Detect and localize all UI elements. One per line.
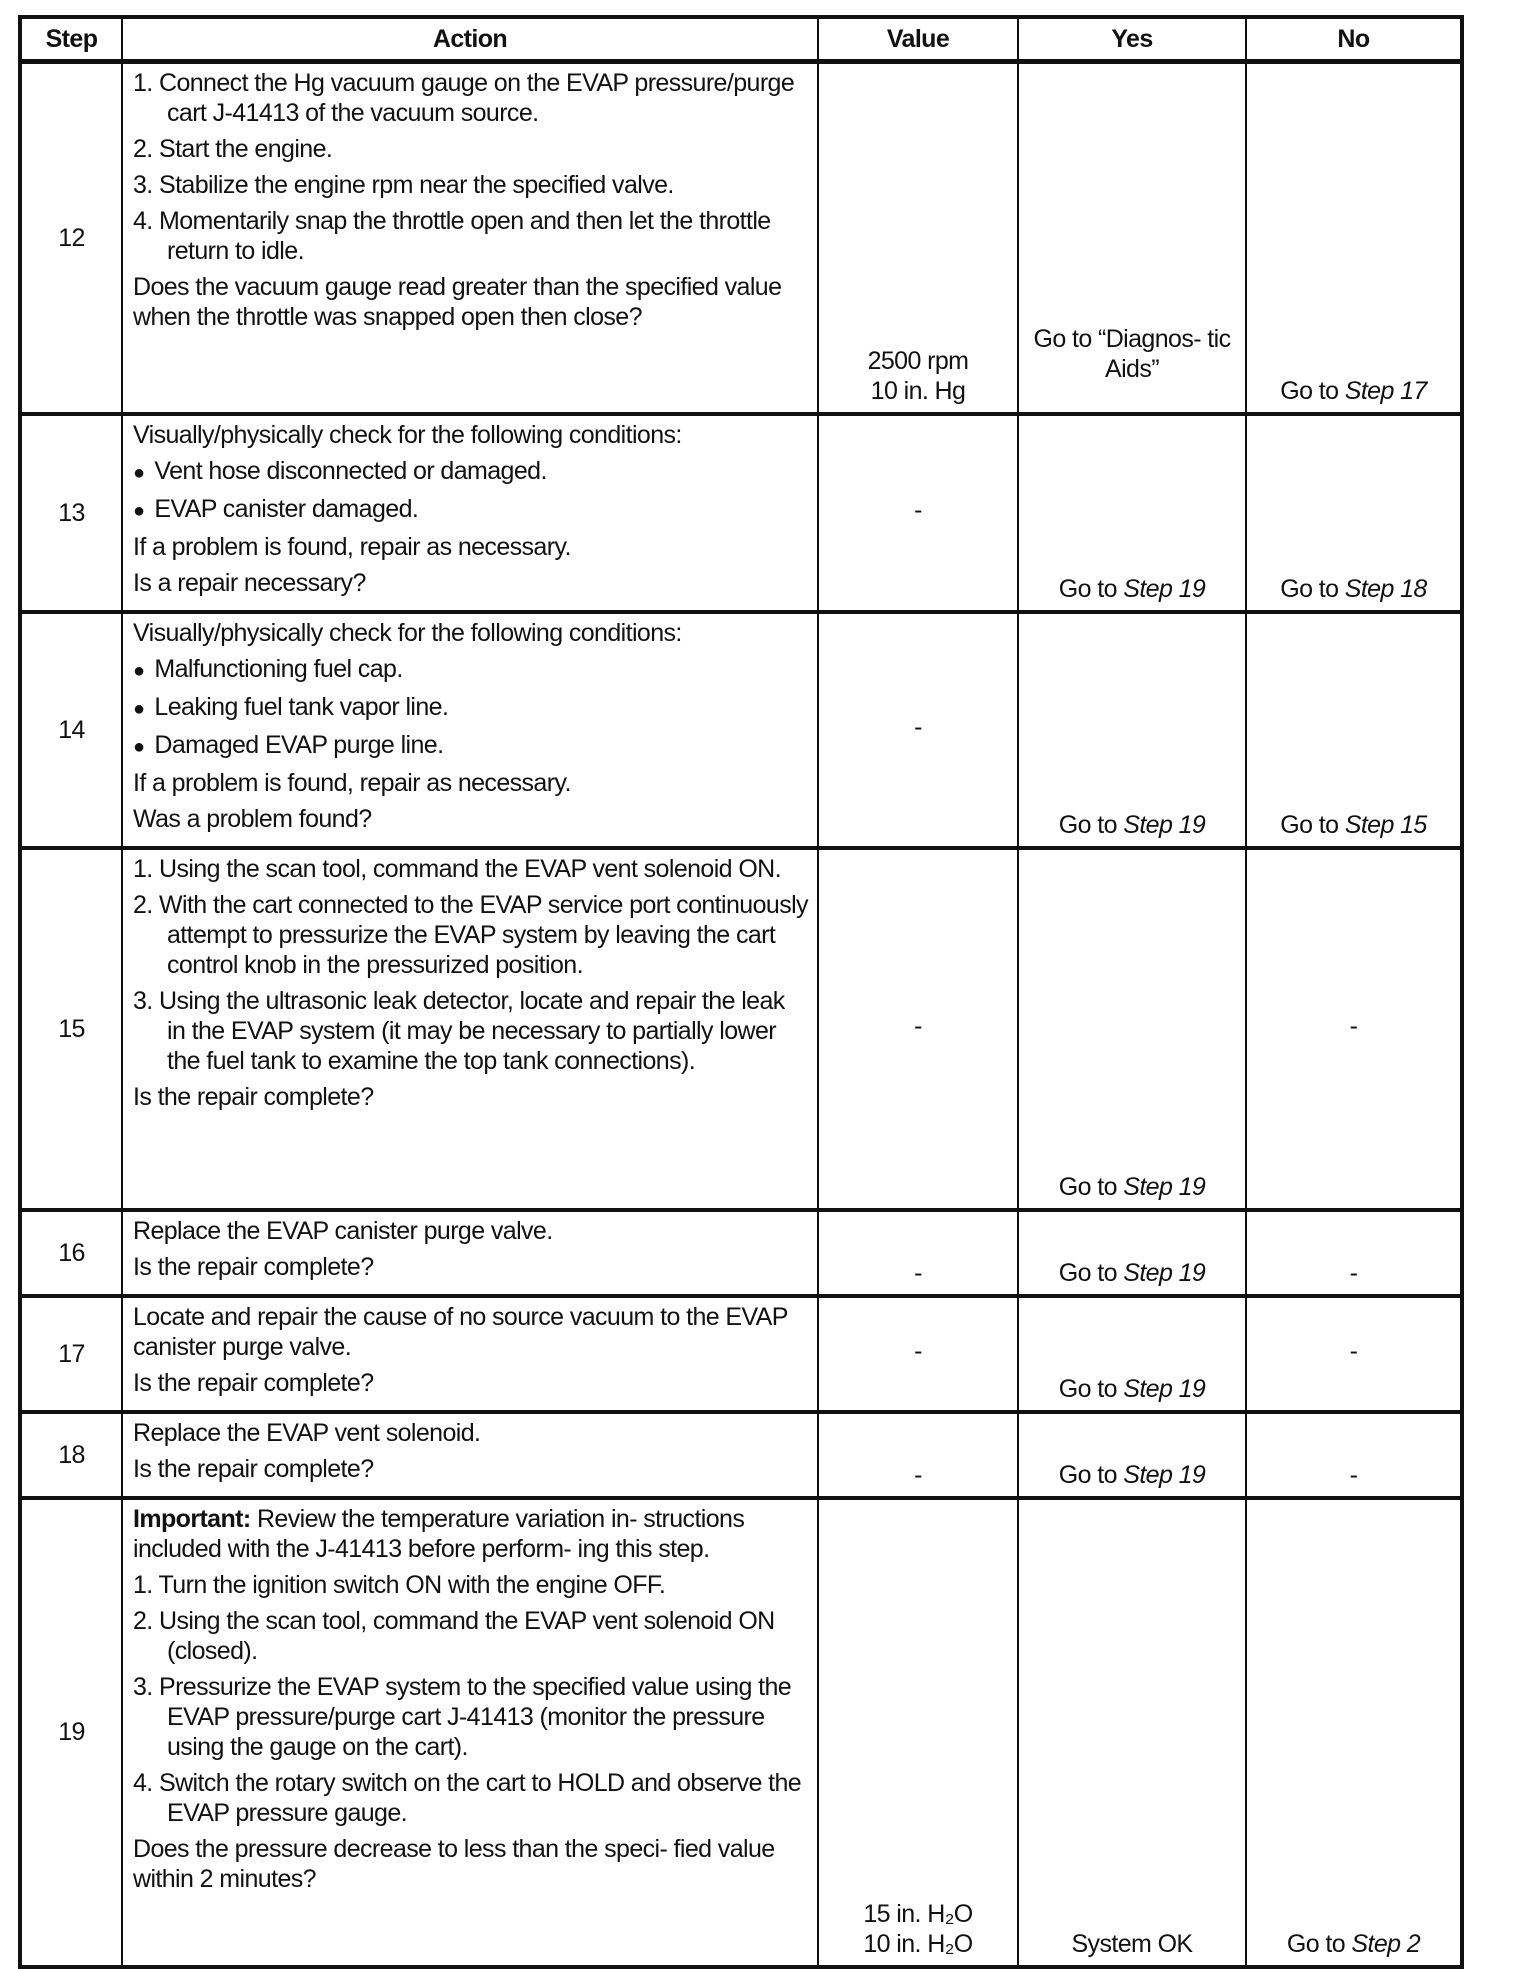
header-action: Action [122, 17, 818, 62]
numbered-item: 1. Connect the Hg vacuum gauge on the EVAP pressure/purge cart J-41413 of the vacuum source. [133, 69, 795, 127]
no-cell [1246, 1412, 1462, 1498]
action-paragraph: Does the pressure decrease to less than the speci- fied value within 2 minutes? [133, 1834, 775, 1893]
no-result [1280, 575, 1426, 603]
step-number: 13 [20, 414, 122, 612]
value-line: 10 in. H₂O [863, 1929, 973, 1958]
value-line: - [914, 1258, 922, 1287]
yes-result [1071, 1930, 1192, 1958]
bullet-icon: ● [133, 499, 155, 522]
step-number: 19 [20, 1498, 122, 1967]
action-cell [122, 62, 818, 414]
bullet-icon: ● [133, 659, 155, 682]
table-row [20, 414, 1462, 612]
action-cell [122, 1498, 818, 1967]
table-row [20, 1296, 1462, 1412]
action-cell [122, 612, 818, 848]
numbered-item: 3. Using the ultrasonic leak detector, locate and repair the leak in the EVAP system (it may be necessary to partially lower the fuel tank to examine the top tank connections). [133, 986, 785, 1075]
value-cell [818, 612, 1018, 848]
action-cell [122, 848, 818, 1210]
yes-result [1027, 324, 1237, 384]
numbered-item: 3. Stabilize the engine rpm near the specified valve. [133, 171, 674, 199]
value-line: - [914, 712, 922, 741]
value-cell [818, 1296, 1018, 1412]
value-cell [818, 848, 1018, 1210]
important-text: Review the temperature variation in- structions included with the J-41413 before perform- ing this step. [133, 1504, 745, 1563]
action-paragraph: If a problem is found, repair as necessary. [133, 532, 571, 561]
yes-step-link: Step 19 [1123, 574, 1206, 603]
yes-step-link: Step 19 [1123, 1258, 1206, 1287]
action-cell [122, 1412, 818, 1498]
bullet-icon: ● [133, 697, 155, 720]
no-result [1350, 1337, 1358, 1365]
action-cell [122, 1296, 818, 1412]
important-note [133, 1504, 809, 1564]
action-paragraph: Replace the EVAP vent solenoid. [133, 1418, 481, 1447]
yes-result [1059, 1461, 1205, 1489]
bullet-item [133, 456, 809, 488]
numbered-item: 4. Momentarily snap the throttle open and then let the throttle return to idle. [133, 207, 771, 265]
yes-step-link: Step 19 [1123, 1460, 1206, 1489]
no-text: - [1349, 1336, 1358, 1365]
no-result [1287, 1930, 1420, 1958]
step-number: 14 [20, 612, 122, 848]
no-step-link: Step 17 [1344, 376, 1427, 405]
no-text: Go to [1280, 810, 1345, 839]
action-cell [122, 1210, 818, 1296]
bullet-icon: ● [133, 461, 155, 484]
bullet-item [133, 494, 809, 526]
step-number: 15 [20, 848, 122, 1210]
no-result [1350, 1259, 1358, 1287]
value-cell [818, 1412, 1018, 1498]
important-label: Important: [133, 1504, 251, 1533]
header-no: No [1246, 17, 1462, 62]
action-paragraph: Locate and repair the cause of no source vacuum to the EVAP canister purge valve. [133, 1302, 788, 1361]
value-line: - [914, 1011, 922, 1040]
yes-result [1059, 811, 1205, 839]
no-cell [1246, 62, 1462, 414]
no-text: Go to [1286, 1929, 1352, 1958]
yes-cell [1018, 1210, 1246, 1296]
no-result [1280, 811, 1426, 839]
yes-text: Go to [1058, 574, 1124, 603]
yes-text: Go to [1058, 1460, 1124, 1489]
header-yes: Yes [1018, 17, 1246, 62]
yes-result [1059, 1259, 1205, 1287]
no-text: - [1349, 1460, 1358, 1489]
yes-result [1059, 575, 1205, 603]
yes-cell [1018, 848, 1246, 1210]
no-cell [1246, 414, 1462, 612]
action-paragraph: Is the repair complete? [133, 1252, 374, 1281]
numbered-item: 2. Start the engine. [133, 135, 333, 163]
no-cell [1246, 1210, 1462, 1296]
table-row [20, 1210, 1462, 1296]
numbered-item: 4. Switch the rotary switch on the cart to HOLD and observe the EVAP pressure gauge. [133, 1768, 802, 1827]
action-paragraph: Is the repair complete? [133, 1368, 374, 1397]
step-number: 17 [20, 1296, 122, 1412]
bullet-text: Malfunctioning fuel cap. [154, 654, 403, 683]
header-step: Step [20, 17, 122, 62]
action-paragraph: Is the repair complete? [133, 1082, 374, 1111]
action-paragraph: Is a repair necessary? [133, 568, 366, 597]
numbered-item: 1. Using the scan tool, command the EVAP vent solenoid ON. [133, 854, 781, 883]
yes-text: Go to [1058, 810, 1124, 839]
no-text: - [1349, 1011, 1358, 1040]
yes-step-link: Step 19 [1123, 1172, 1206, 1201]
value-line: 10 in. Hg [870, 376, 966, 405]
bullet-text: Damaged EVAP purge line. [154, 730, 444, 759]
table-row [20, 62, 1462, 414]
table-row [20, 1498, 1462, 1967]
header-row [20, 17, 1462, 62]
numbered-item: 3. Pressurize the EVAP system to the specified value using the EVAP pressure/purge cart J-41413 (monitor the pressure using the gauge on the cart). [133, 1672, 792, 1761]
table-row [20, 612, 1462, 848]
yes-text: Go to [1058, 1374, 1124, 1403]
no-result [1350, 1012, 1358, 1040]
yes-text: System OK [1071, 1929, 1193, 1958]
action-paragraph: If a problem is found, repair as necessary. [133, 768, 571, 797]
table-body [20, 62, 1462, 1967]
no-step-link: Step 18 [1344, 574, 1427, 603]
step-number: 16 [20, 1210, 122, 1296]
no-result [1350, 1461, 1358, 1489]
yes-cell [1018, 1296, 1246, 1412]
no-step-link: Step 15 [1344, 810, 1427, 839]
action-paragraph: Does the vacuum gauge read greater than the specified value when the throttle was snapped open then close? [133, 273, 782, 331]
numbered-item: 1. Turn the ignition switch ON with the engine OFF. [133, 1570, 666, 1599]
yes-cell [1018, 612, 1246, 848]
step-number: 12 [20, 62, 122, 414]
yes-step-link: Step 19 [1123, 810, 1206, 839]
action-paragraph: Is the repair complete? [133, 1454, 374, 1483]
value-line: - [914, 495, 922, 524]
no-text: Go to [1280, 574, 1345, 603]
value-line: 15 in. H₂O [863, 1899, 973, 1928]
step-number: 18 [20, 1412, 122, 1498]
value-line: - [914, 1336, 922, 1365]
bullet-icon: ● [133, 735, 155, 758]
action-paragraph: Visually/physically check for the following conditions: [133, 618, 682, 647]
no-cell [1246, 1498, 1462, 1967]
bullet-item [133, 654, 809, 686]
no-text: - [1349, 1258, 1358, 1287]
header-value: Value [818, 17, 1018, 62]
yes-text: Go to [1058, 1258, 1124, 1287]
table-row [20, 848, 1462, 1210]
bullet-item [133, 692, 809, 724]
yes-result [1059, 1173, 1205, 1201]
no-text: Go to [1280, 376, 1345, 405]
numbered-item: 2. With the cart connected to the EVAP service port continuously attempt to pressurize the EVAP system by leaving the cart control knob in the pressurized position. [133, 890, 808, 979]
no-cell [1246, 1296, 1462, 1412]
yes-cell [1018, 1412, 1246, 1498]
value-cell [818, 414, 1018, 612]
action-paragraph: Replace the EVAP canister purge valve. [133, 1216, 553, 1245]
value-line: 2500 rpm [867, 346, 969, 375]
yes-step-link: Step 19 [1123, 1374, 1206, 1403]
table-row [20, 1412, 1462, 1498]
value-cell [818, 1498, 1018, 1967]
bullet-text: EVAP canister damaged. [154, 494, 419, 523]
action-cell [122, 414, 818, 612]
action-paragraph: Visually/physically check for the following conditions: [133, 420, 682, 449]
no-result [1280, 377, 1426, 405]
value-cell [818, 1210, 1018, 1296]
bullet-item [133, 730, 809, 762]
action-paragraph: Was a problem found? [133, 804, 372, 833]
no-cell [1246, 848, 1462, 1210]
value-line: - [914, 1460, 922, 1489]
yes-cell [1018, 414, 1246, 612]
yes-cell [1018, 62, 1246, 414]
diagnostic-table [18, 15, 1464, 1969]
value-cell [818, 62, 1018, 414]
yes-text: Go to “Diagnos- tic Aids” [1033, 324, 1231, 383]
no-cell [1246, 612, 1462, 848]
yes-cell [1018, 1498, 1246, 1967]
no-step-link: Step 2 [1351, 1929, 1421, 1958]
bullet-text: Vent hose disconnected or damaged. [154, 456, 547, 485]
yes-text: Go to [1058, 1172, 1124, 1201]
numbered-item: 2. Using the scan tool, command the EVAP vent solenoid ON (closed). [133, 1606, 775, 1665]
bullet-text: Leaking fuel tank vapor line. [154, 692, 449, 721]
yes-result [1059, 1375, 1205, 1403]
